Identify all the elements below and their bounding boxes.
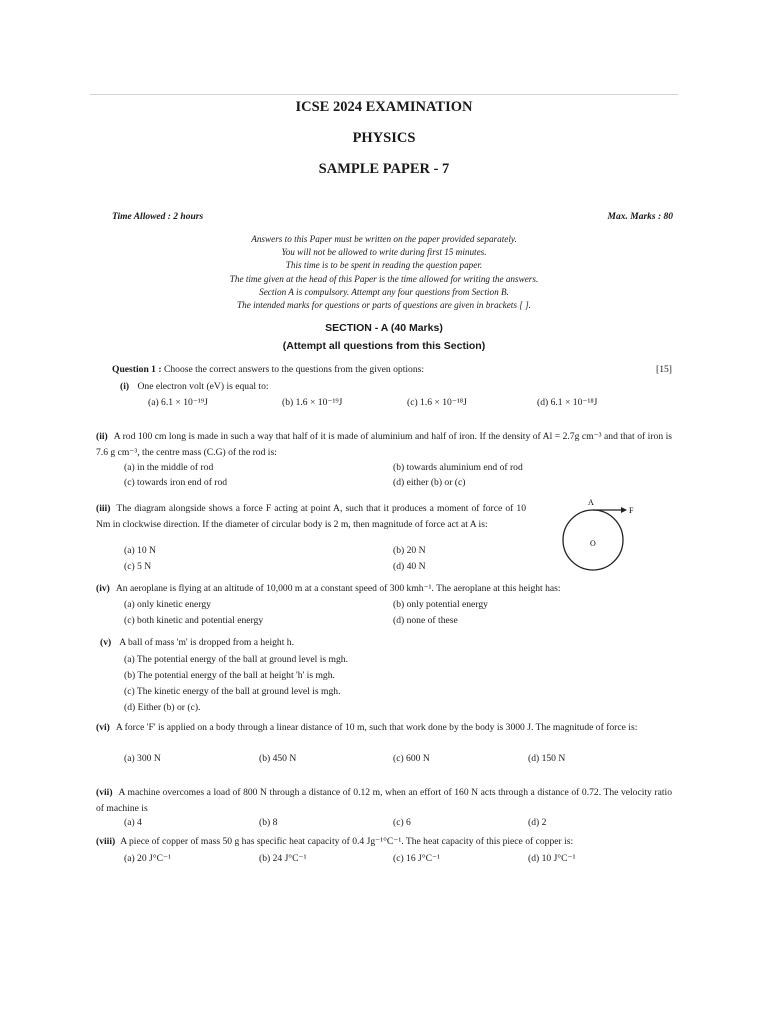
instruction-line: The time given at the head of this Paper is the time allowed for writing the answers. xyxy=(229,273,539,284)
point-a-label: A xyxy=(588,498,594,507)
option-d: (d) 10 J°C⁻¹ xyxy=(528,853,576,864)
option-a: (a) 6.1 × 10⁻¹⁹J xyxy=(148,397,208,408)
question-text: The diagram alongside shows a force F acting at point A, such that it produces a moment of force of 10 Nm in clockwise direction. If the diameter of circular body is 2 m, then magnitude of force act at A is: xyxy=(96,503,526,530)
option-b: (b) 24 J°C⁻¹ xyxy=(259,853,307,864)
question-1-heading xyxy=(112,364,424,375)
option-c: (c) 1.6 × 10⁻¹⁸J xyxy=(407,397,467,408)
force-diagram xyxy=(545,490,645,574)
question-instruction: Choose the correct answers to the questions from the given options: xyxy=(163,364,425,375)
question-label: Question 1 : xyxy=(112,364,162,375)
instruction-line: The intended marks for questions or parts of questions are given in brackets [ ]. xyxy=(237,300,531,311)
instruction-line: Section A is compulsory. Attempt any four questions from Section B. xyxy=(259,286,509,297)
question-iv xyxy=(96,583,561,594)
question-text: A rod 100 cm long is made in such a way that half of it is made of aluminium and half of iron. If the density of Al = 2.7g cm⁻³ and that of iron is 7.6 g cm⁻³, the centre mass (C.G) of the rod is: xyxy=(96,431,672,458)
question-text: A ball of mass 'm' is dropped from a height h. xyxy=(119,637,294,648)
option-a: (a) in the middle of rod xyxy=(124,462,214,473)
question-number: (ii) xyxy=(96,431,108,442)
instructions xyxy=(0,233,768,312)
option-b: (b) only potential energy xyxy=(393,599,488,610)
option-a: (a) The potential energy of the ball at ground level is mgh. xyxy=(124,654,348,665)
subject-title: PHYSICS xyxy=(352,130,416,146)
option-c: (c) The kinetic energy of the ball at ground level is mgh. xyxy=(124,686,341,697)
option-c: (c) towards iron end of rod xyxy=(124,477,228,488)
section-title: SECTION - A (40 Marks) xyxy=(325,322,443,334)
option-d: (d) 40 N xyxy=(393,561,426,572)
force-arrowhead xyxy=(621,507,627,513)
question-number: (iii) xyxy=(96,503,111,514)
question-number: (iv) xyxy=(96,583,110,594)
question-number: (i) xyxy=(120,381,130,392)
option-d: (d) none of these xyxy=(393,615,458,626)
instruction-line: You will not be allowed to write during first 15 minutes. xyxy=(281,247,487,258)
question-viii xyxy=(96,836,573,847)
question-vii xyxy=(96,785,672,816)
option-c: (c) 16 J°C⁻¹ xyxy=(393,853,440,864)
question-number: (vi) xyxy=(96,722,110,733)
option-a: (a) 20 J°C⁻¹ xyxy=(124,853,171,864)
option-b: (b) 1.6 × 10⁻¹⁹J xyxy=(282,397,343,408)
question-text: A piece of copper of mass 50 g has specific heat capacity of 0.4 Jg⁻¹°C⁻¹. The heat capacity of this piece of copper is: xyxy=(120,836,574,847)
question-text: A force 'F' is applied on a body through a linear distance of 10 m, such that work done by the body is 3000 J. The magnitude of force is: xyxy=(115,722,638,733)
max-marks: Max. Marks : 80 xyxy=(607,212,673,222)
option-a: (a) 4 xyxy=(124,817,142,828)
centre-label: O xyxy=(590,539,596,548)
question-ii xyxy=(96,429,672,460)
question-i xyxy=(120,381,269,392)
question-text: An aeroplane is flying at an altitude of 10,000 m at a constant speed of 300 kmh⁻¹. The aeroplane at this height has: xyxy=(115,583,561,594)
option-c: (c) 600 N xyxy=(393,753,430,764)
option-d: (d) 6.1 × 10⁻¹⁸J xyxy=(537,397,598,408)
option-a: (a) 10 N xyxy=(124,545,156,556)
paper-title: SAMPLE PAPER - 7 xyxy=(318,161,450,177)
question-1-marks: [15] xyxy=(656,364,672,375)
instruction-line: Answers to this Paper must be written on the paper provided separately. xyxy=(251,234,517,244)
question-v xyxy=(100,637,294,648)
option-d: (d) either (b) or (c) xyxy=(393,477,466,488)
option-b: (b) 20 N xyxy=(393,545,426,556)
option-a: (a) 300 N xyxy=(124,753,161,764)
section-subtitle: (Attempt all questions from this Section) xyxy=(282,340,486,352)
question-number: (v) xyxy=(100,637,112,648)
option-c: (c) 5 N xyxy=(124,561,152,572)
option-d: (d) 150 N xyxy=(528,753,566,764)
question-vi xyxy=(96,720,672,736)
question-text: A machine overcomes a load of 800 N through a distance of 0.12 m, when an effort of 160 N acts through a distance of 0.72. The velocity ratio of machine is xyxy=(96,787,672,814)
option-b: (b) The potential energy of the ball at height 'h' is mgh. xyxy=(124,670,335,681)
option-d: (d) 2 xyxy=(528,817,547,828)
option-a: (a) only kinetic energy xyxy=(124,599,211,610)
time-allowed: Time Allowed : 2 hours xyxy=(112,212,204,222)
option-c: (c) both kinetic and potential energy xyxy=(124,615,264,626)
exam-title: ICSE 2024 EXAMINATION xyxy=(295,99,473,115)
question-number: (vii) xyxy=(96,787,113,798)
question-text: One electron volt (eV) is equal to: xyxy=(137,381,269,392)
option-d: (d) Either (b) or (c). xyxy=(124,702,201,713)
option-c: (c) 6 xyxy=(393,817,411,828)
instruction-line: This time is to be spent in reading the question paper. xyxy=(285,260,483,271)
option-b: (b) towards aluminium end of rod xyxy=(393,462,523,473)
option-b: (b) 8 xyxy=(259,817,278,828)
top-rule xyxy=(90,94,678,95)
option-b: (b) 450 N xyxy=(259,753,297,764)
force-label: F xyxy=(629,506,634,515)
question-iii xyxy=(96,501,526,532)
question-number: (viii) xyxy=(96,836,116,847)
